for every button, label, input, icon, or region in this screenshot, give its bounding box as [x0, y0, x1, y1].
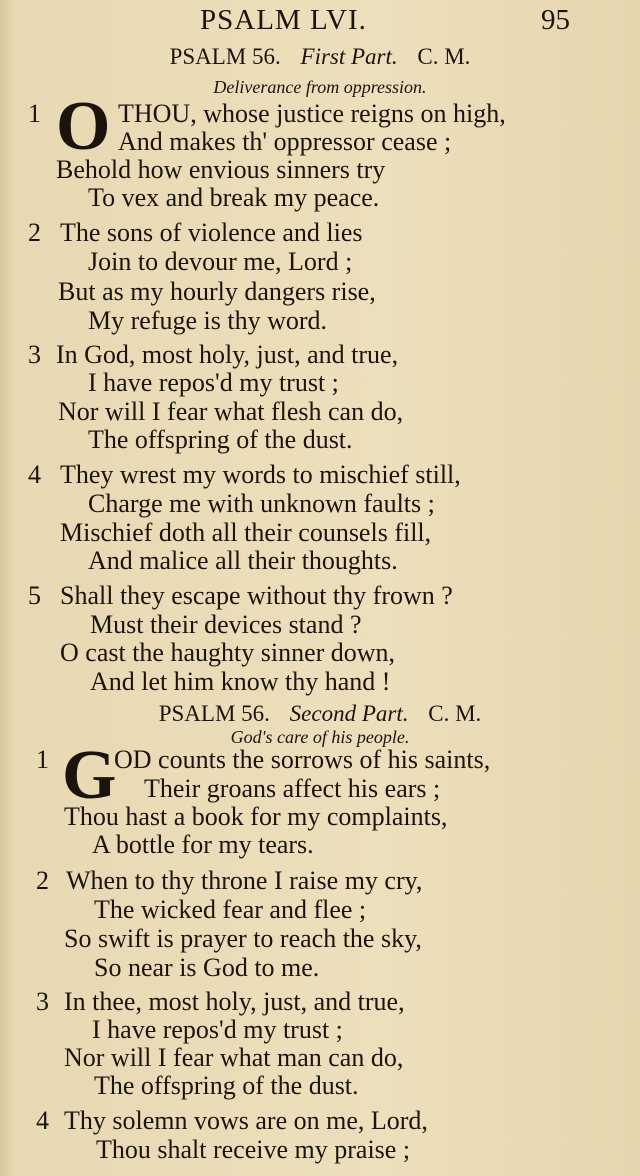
- part1-heading: [0, 44, 640, 70]
- part2-stanza-2-number: 2: [36, 866, 49, 895]
- part2-stanza-3-number: 3: [36, 987, 49, 1016]
- part1-stanza-5-line-1: Shall they escape without thy frown ?: [60, 581, 453, 610]
- part1-stanza-4-line-1: They wrest my words to mischief still,: [60, 460, 461, 489]
- part2-stanza-2-line-3: So swift is prayer to reach the sky,: [64, 924, 422, 953]
- part1-stanza-1-line-4: To vex and break my peace.: [88, 183, 380, 212]
- part1-stanza-4-line-3: Mischief doth all their counsels fill,: [60, 518, 432, 547]
- part2-stanza-2-line-4: So near is God to me.: [94, 953, 320, 982]
- page-number: 95: [541, 4, 570, 36]
- part2-stanza-1-line-4: A bottle for my tears.: [92, 830, 314, 859]
- part1-stanza-5-line-3: O cast the haughty sinner down,: [60, 638, 396, 667]
- part2-stanza-4-line-1: Thy solemn vows are on me, Lord,: [64, 1106, 428, 1135]
- part2-heading: [0, 701, 640, 727]
- part1-stanza-5-number: 5: [28, 581, 41, 610]
- running-head: [0, 4, 640, 40]
- part1-stanza-3-line-4: The offspring of the dust.: [88, 425, 353, 454]
- part2-part-label: Second Part.: [289, 701, 409, 726]
- part1-stanza-1-line-3: Behold how envious sinners try: [56, 155, 386, 184]
- part2-stanza-2-line-1: When to thy throne I raise my cry,: [66, 866, 423, 895]
- part1-psalm-label: PSALM 56.: [169, 44, 281, 69]
- part2-stanza-1-line-2: Their groans affect his ears ;: [144, 774, 441, 803]
- part2-subject: God's care of his people.: [230, 727, 410, 747]
- part1-stanza-5-line-4: And let him know thy hand !: [90, 667, 391, 696]
- part1-stanza-5-line-2: Must their devices stand ?: [90, 610, 362, 639]
- part1-dropcap: O: [56, 88, 111, 165]
- part1-stanza-3-line-1: In God, most holy, just, and true,: [56, 340, 399, 369]
- part2-stanza-4-number: 4: [36, 1106, 49, 1135]
- part1-stanza-3-line-3: Nor will I fear what flesh can do,: [58, 397, 404, 426]
- part2-stanza-2-line-2: The wicked fear and flee ;: [94, 895, 367, 924]
- running-title: PSALM LVI.: [200, 4, 367, 36]
- part1-stanza-2-line-4: My refuge is thy word.: [88, 306, 328, 335]
- part2-stanza-3-line-3: Nor will I fear what man can do,: [64, 1043, 404, 1072]
- part1-stanza-1-line-2: And makes th' oppressor cease ;: [118, 127, 452, 156]
- part1-stanza-2-line-3: But as my hourly dangers rise,: [58, 277, 376, 306]
- part1-stanza-4-line-2: Charge me with unknown faults ;: [88, 489, 435, 518]
- part1-stanza-2-line-2: Join to devour me, Lord ;: [88, 247, 353, 276]
- part2-psalm-label: PSALM 56.: [158, 701, 270, 726]
- part1-stanza-3-line-2: I have repos'd my trust ;: [88, 368, 339, 397]
- part1-meter-label: C. M.: [417, 44, 471, 69]
- part2-stanza-3-line-2: I have repos'd my trust ;: [92, 1015, 343, 1044]
- part2-dropcap: G: [62, 737, 117, 814]
- part2-stanza-1-line-1: OD counts the sorrows of his saints,: [114, 745, 491, 774]
- part1-stanza-1-line-1: THOU, whose justice reigns on high,: [118, 99, 506, 128]
- part1-subject: Deliverance from oppression.: [213, 77, 427, 97]
- part1-stanza-2-number: 2: [28, 218, 41, 247]
- part1-stanza-3-number: 3: [28, 340, 41, 369]
- part1-part-label: First Part.: [300, 44, 398, 69]
- part2-stanza-1-line-3: Thou hast a book for my complaints,: [64, 802, 448, 831]
- part2-stanza-1-number: 1: [36, 745, 49, 774]
- part1-stanza-2-line-1: The sons of violence and lies: [60, 218, 363, 247]
- part2-stanza-3-line-1: In thee, most holy, just, and true,: [64, 987, 405, 1016]
- part1-stanza-1-number: 1: [28, 99, 41, 128]
- part2-stanza-3-line-4: The offspring of the dust.: [94, 1071, 359, 1100]
- part1-stanza-4-number: 4: [28, 460, 41, 489]
- part2-meter-label: C. M.: [428, 701, 482, 726]
- part2-stanza-4-line-2: Thou shalt receive my praise ;: [96, 1135, 411, 1164]
- part1-stanza-4-line-4: And malice all their thoughts.: [88, 546, 398, 575]
